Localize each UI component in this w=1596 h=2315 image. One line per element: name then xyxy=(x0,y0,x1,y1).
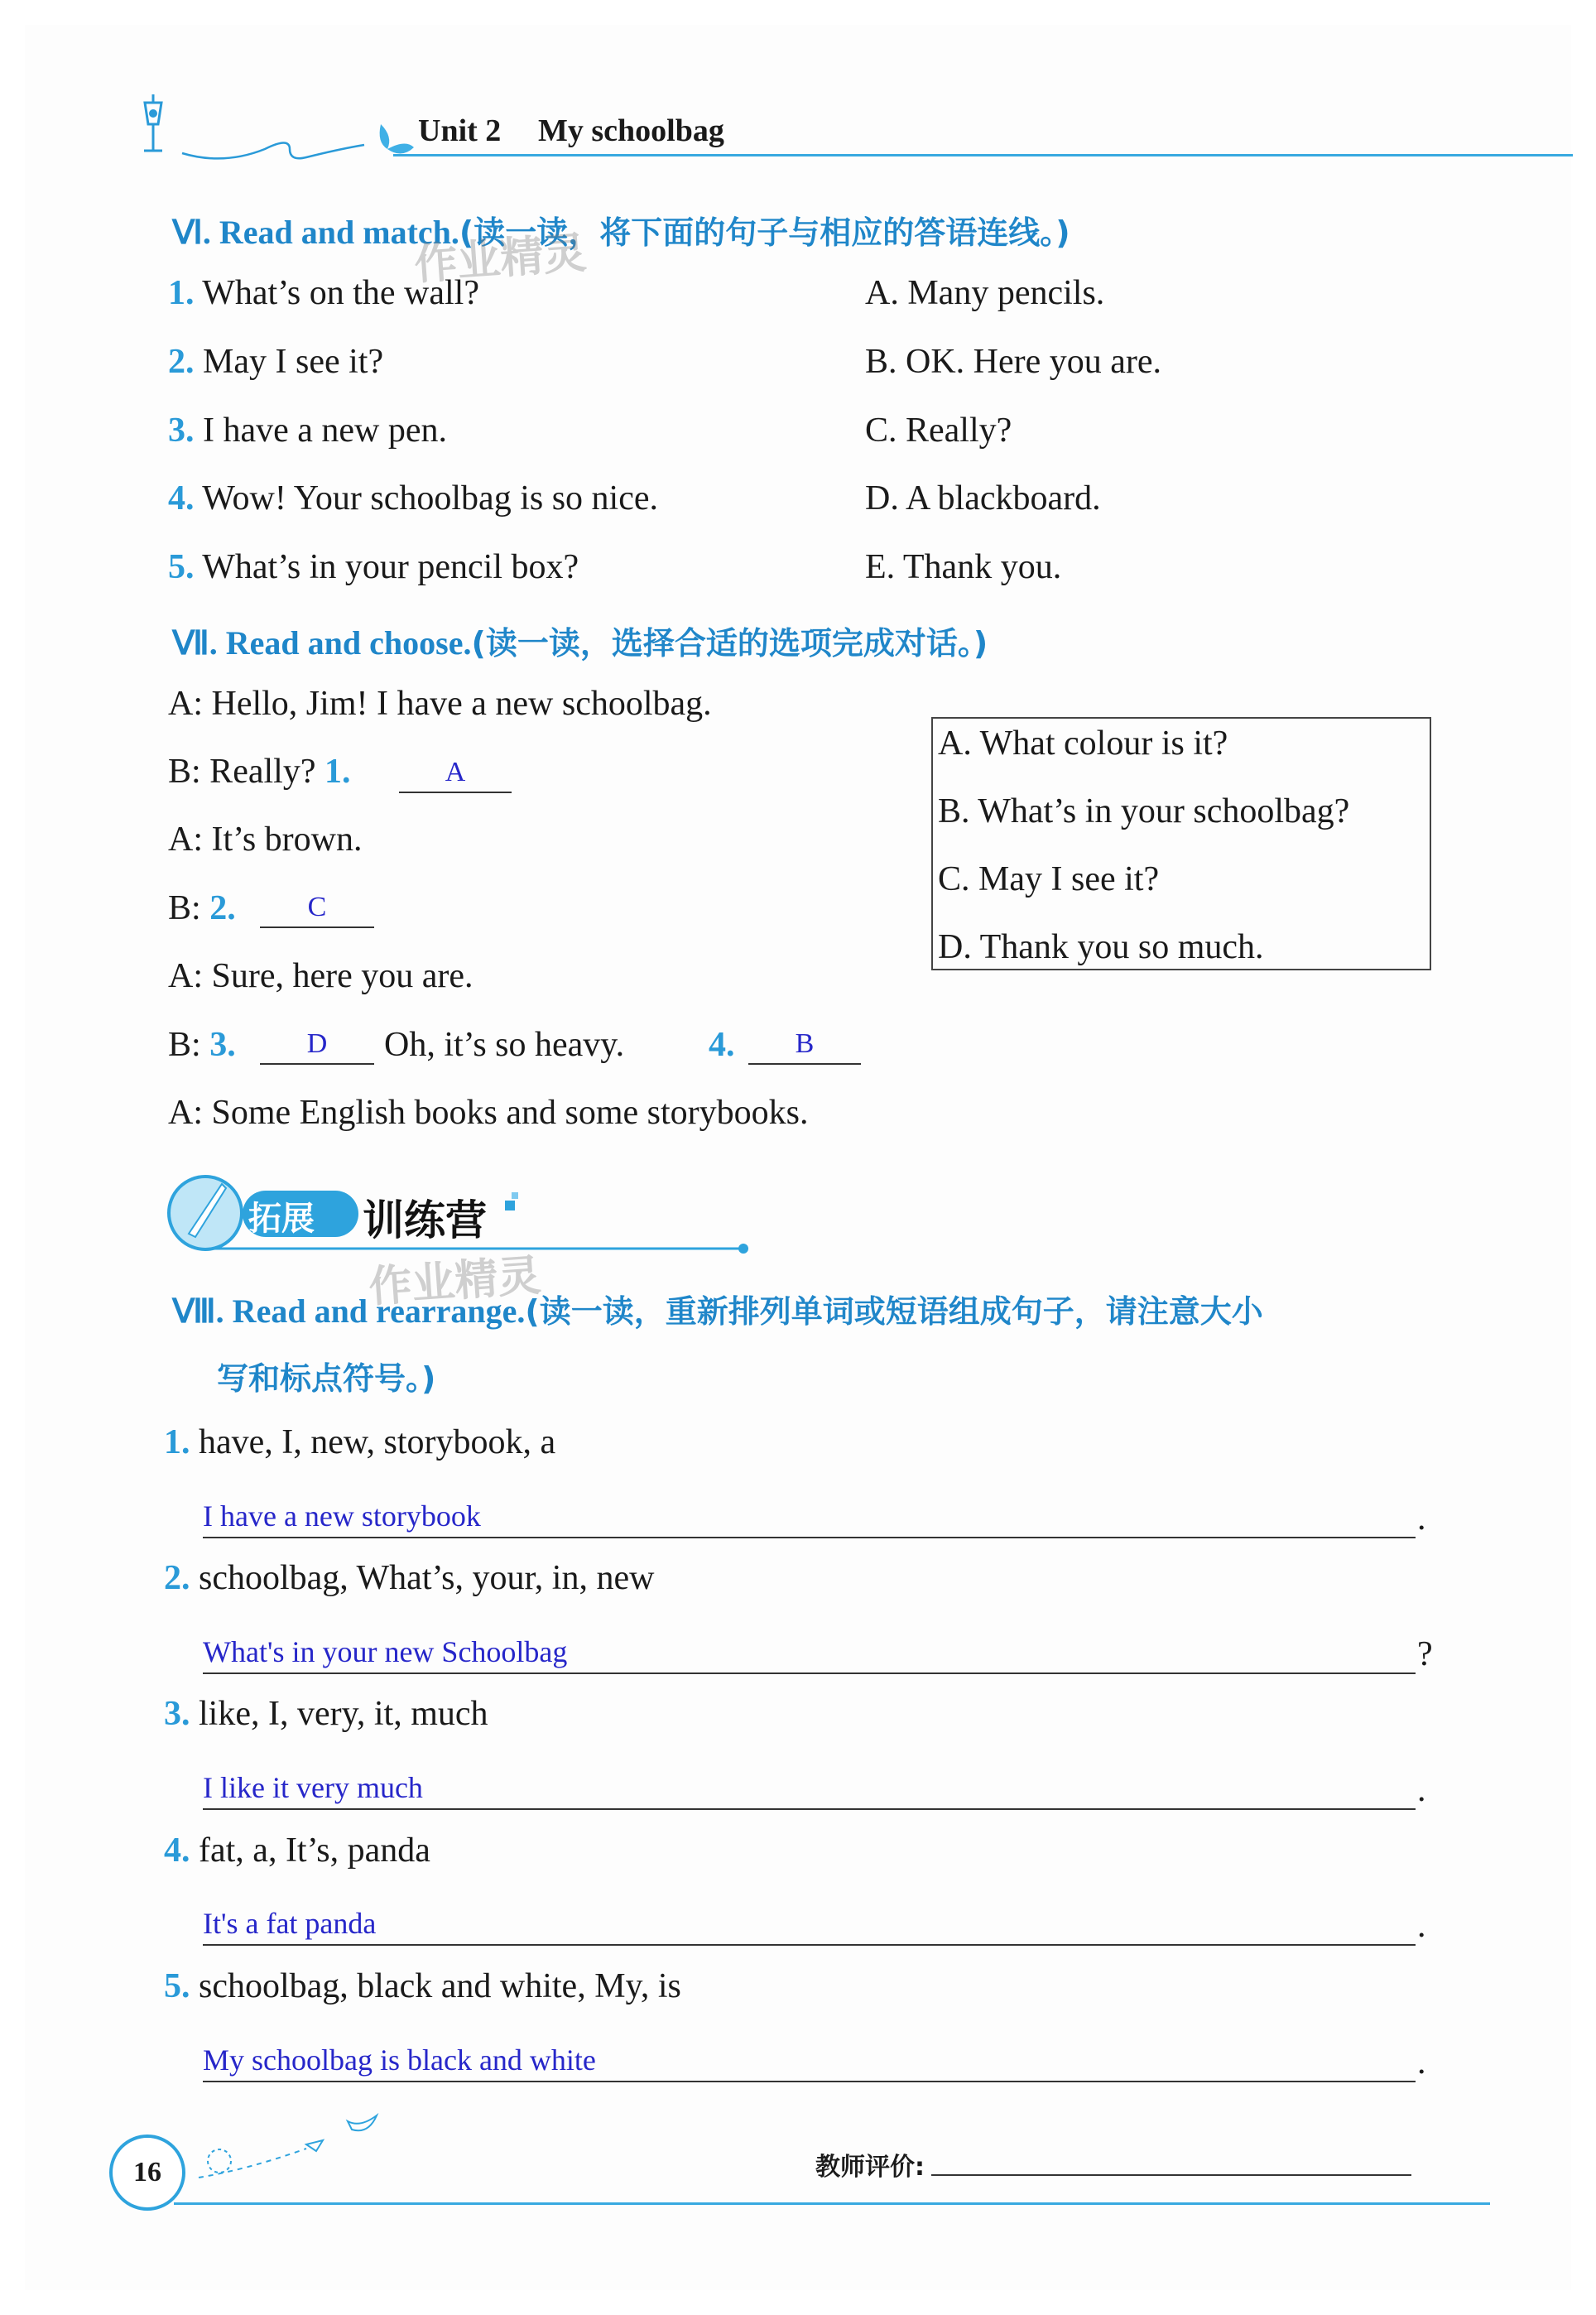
rearrange-answer-line[interactable]: My schoolbag is black and white xyxy=(203,2041,1416,2082)
section-8-instruction-cont: 写和标点符号。) xyxy=(217,1360,436,1397)
rearrange-answer-line[interactable]: What's in your new Schoolbag xyxy=(203,1633,1416,1674)
match-question: 5. What’s in your pencil box? xyxy=(168,548,579,586)
page-header xyxy=(124,91,1573,166)
end-punctuation: . xyxy=(1417,1499,1426,1538)
watermark: 作业精灵 xyxy=(367,1250,543,1313)
banner-badge: 拓展 xyxy=(248,1200,315,1238)
teacher-evaluation-label: 教师评价: xyxy=(815,2153,925,2182)
section-8-instruction: (读一读，重新排列单词或短语组成句子，请注意大小 xyxy=(525,1293,1263,1330)
rearrange-words: 2. schoolbag, What’s, your, in, new xyxy=(164,1559,655,1597)
dialogue-line-mid: Oh, it’s so heavy. xyxy=(384,1026,625,1064)
dialogue-line: A: Hello, Jim! I have a new schoolbag. xyxy=(168,685,712,723)
footer-rule xyxy=(174,2202,1490,2205)
street-lamp-icon xyxy=(132,91,174,157)
match-answer: C. Really? xyxy=(865,412,1012,450)
match-question: 3. I have a new pen. xyxy=(168,412,448,450)
rearrange-answer-line[interactable]: I like it very much xyxy=(203,1769,1416,1810)
unit-title: My schoolbag xyxy=(538,113,724,148)
dialogue-line: A: Some English books and some storybooks. xyxy=(168,1094,809,1132)
butterfly-swirl-icon xyxy=(174,108,439,166)
answer-blank-1[interactable]: A xyxy=(399,755,512,793)
dialogue-line: A: Sure, here you are. xyxy=(168,957,474,995)
dialogue-line: B: 3. xyxy=(168,1026,236,1064)
option-a: A. What colour is it? xyxy=(938,724,1228,763)
option-c: C. May I see it? xyxy=(938,860,1160,898)
watermark: 作业精灵 xyxy=(412,228,589,291)
rearrange-words: 1. have, I, new, storybook, a xyxy=(164,1423,556,1461)
end-punctuation: . xyxy=(1417,2043,1426,2082)
rearrange-words: 4. fat, a, It’s, panda xyxy=(164,1831,430,1870)
option-b: B. What’s in your schoolbag? xyxy=(938,792,1350,830)
section-6-label: Ⅵ. Read and match. xyxy=(172,214,459,251)
answer-blank-3[interactable]: D xyxy=(260,1027,374,1065)
dialogue-line: A: It’s brown. xyxy=(168,821,363,859)
rearrange-answer-line[interactable]: It's a fat panda xyxy=(203,1904,1416,1946)
unit-label: Unit 2 xyxy=(418,113,502,148)
match-question: 2. May I see it? xyxy=(168,343,384,381)
blank-4-number: 4. xyxy=(709,1026,735,1064)
match-answer: A. Many pencils. xyxy=(865,274,1105,312)
teacher-evaluation-line[interactable] xyxy=(931,2174,1411,2176)
header-rule xyxy=(393,154,1573,156)
rearrange-answer-line[interactable]: I have a new storybook xyxy=(203,1497,1416,1538)
section-8-heading xyxy=(172,1286,1263,1331)
page-number: 16 xyxy=(109,2135,185,2211)
end-punctuation: ? xyxy=(1417,1635,1433,1673)
match-answer: E. Thank you. xyxy=(865,548,1062,586)
section-7-instruction: (读一读，选择合适的选项完成对话。) xyxy=(471,625,988,662)
rearrange-words: 5. schoolbag, black and white, My, is xyxy=(164,1967,681,2005)
match-question: 1. What’s on the wall? xyxy=(168,274,479,312)
section-6-heading xyxy=(172,207,1070,253)
answer-blank-2[interactable]: C xyxy=(260,890,374,928)
section-8-label: Ⅷ. Read and rearrange. xyxy=(172,1292,526,1330)
end-punctuation: . xyxy=(1417,1771,1426,1809)
options-box xyxy=(931,717,1431,970)
option-d: D. Thank you so much. xyxy=(938,928,1264,966)
dialogue-line: B: Really? 1. xyxy=(168,753,351,791)
match-answer: B. OK. Here you are. xyxy=(865,343,1162,381)
answer-blank-4[interactable]: B xyxy=(748,1027,861,1065)
section-6-instruction: (读一读，将下面的句子与相应的答语连线。) xyxy=(459,214,1070,251)
rearrange-words: 3. like, I, very, it, much xyxy=(164,1695,488,1733)
match-question: 4. Wow! Your schoolbag is so nice. xyxy=(168,479,659,517)
section-7-heading xyxy=(172,618,988,663)
end-punctuation: . xyxy=(1417,1907,1426,1945)
dialogue-line: B: 2. xyxy=(168,889,236,927)
match-answer: D. A blackboard. xyxy=(865,479,1101,517)
banner-title: 训练营 xyxy=(363,1196,487,1244)
bird-doodle-icon xyxy=(182,2103,397,2186)
section-7-label: Ⅶ. Read and choose. xyxy=(172,624,472,662)
